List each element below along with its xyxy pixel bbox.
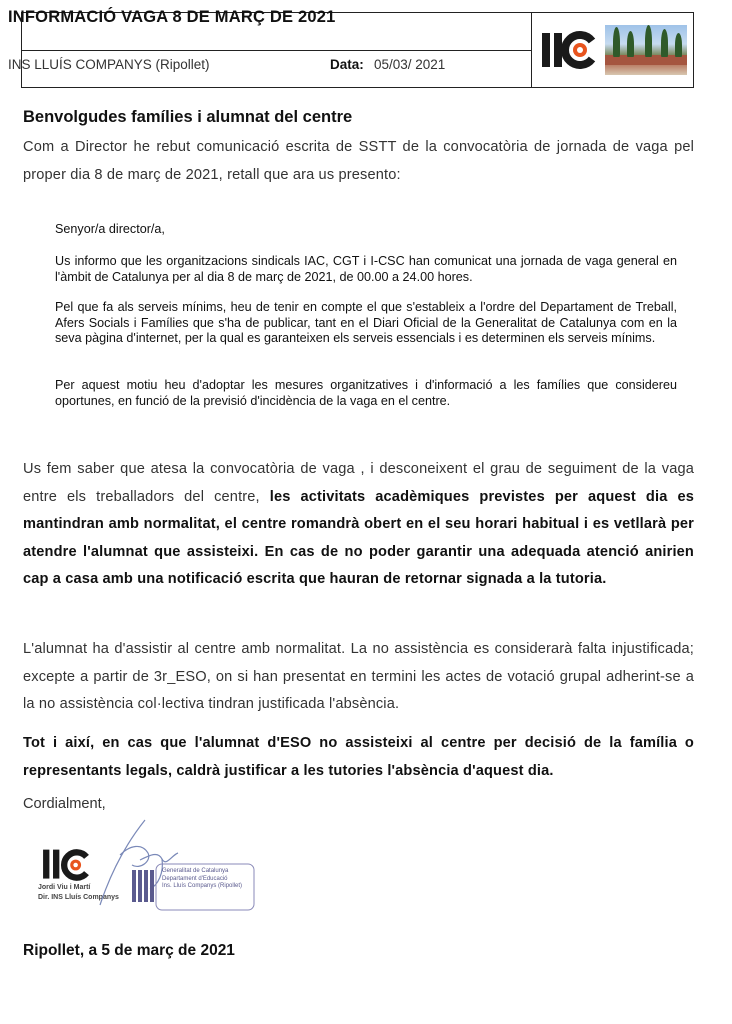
date-label: Data: xyxy=(330,57,364,72)
quote-paragraph-3: Per aquest motiu heu d'adoptar les mesures organitzatives i d'informació a les famílies que considereu oportunes, en funció de la previsió d'incidència de la vaga en el centre. xyxy=(55,378,677,408)
body-paragraph-2: L'alumnat ha d'assistir al centre amb normalitat. La no assistència es considerarà falta injustificada; excepte a partir de 3r_ESO, on si han presentat en termini les actes de votació grupal adherint-se a la no assistència col·lectiva tindran justificada l'absència. xyxy=(23,641,694,712)
stamp-line-1: Generalitat de Catalunya xyxy=(162,868,229,874)
signoff-line: Ripollet, a 5 de març de 2021 xyxy=(23,942,235,959)
salutation-heading: Benvolgudes famílies i alumnat del centre xyxy=(23,108,353,126)
body-paragraph-1-normal: Us fem saber que atesa la convocatòria de vaga , i desconeixent el grau de seguiment de la vaga entre els treballadors del centre, xyxy=(23,461,694,505)
school-name: INS LLUÍS COMPANYS (Ripollet) xyxy=(8,57,210,72)
body-paragraph-1-bold: les activitats acadèmiques previstes per aquest dia es mantindran amb normalitat, el centre romandrà obert en el seu horari habitual i es vetllarà per atendre l'alumnat que assisteixi. En cas de no poder garantir una adequada atenció anirien cap a casa amb una notificació escrita que hauran de retornar signada a la tutoria. xyxy=(23,488,694,587)
body-paragraph-1 xyxy=(23,456,694,594)
date-value: 05/03/ 2021 xyxy=(374,57,446,72)
school-logo-icon xyxy=(540,29,598,71)
stamp-text xyxy=(162,868,242,891)
quote-paragraph-2: Pel que fa als serveis mínims, heu de tenir en compte el que s'estableix a l'ordre del Departament de Treball, Afers Socials i Famílies que s'ha de publicar, tant en el Diari Oficial de la Generalitat de Catalunya com en la seva pàgina d'internet, per la qual es garanteixen els serveis essencials i es determinen els serveis mínims. xyxy=(55,300,677,345)
body-paragraph-3: Tot i així, en cas que l'alumnat d'ESO no assisteixi al centre per decisió de la família o representants legals, caldrà justificar a les tutories l'absència d'aquest dia. xyxy=(23,735,694,779)
document-title: INFORMACIÓ VAGA 8 DE MARÇ DE 2021 xyxy=(8,8,336,26)
stamp-line-3: Ins. Lluís Companys (Ripollet) xyxy=(162,883,243,889)
quote-paragraph-1: Us informo que les organitzacions sindicals IAC, CGT i I-CSC han comunicat una jornada de vaga general en l'àmbit de Catalunya per al dia 8 de març de 2021, de 00.00 a 24.00 hores. xyxy=(55,254,677,284)
quote-greeting: Senyor/a director/a, xyxy=(55,222,165,236)
header-logo-cell xyxy=(532,13,693,87)
stamp-line-2: Departament d'Educació xyxy=(162,875,228,882)
signer-name: Jordi Viu i Martí xyxy=(38,884,91,891)
signer-role: Dir. INS Lluís Companys xyxy=(38,893,119,901)
school-photo xyxy=(605,25,687,75)
closing-text: Cordialment, xyxy=(23,796,106,812)
intro-paragraph: Com a Director he rebut comunicació escrita de SSTT de la convocatòria de jornada de vaga pel proper dia 8 de març de 2021, retall que ara us presento: xyxy=(23,139,694,183)
